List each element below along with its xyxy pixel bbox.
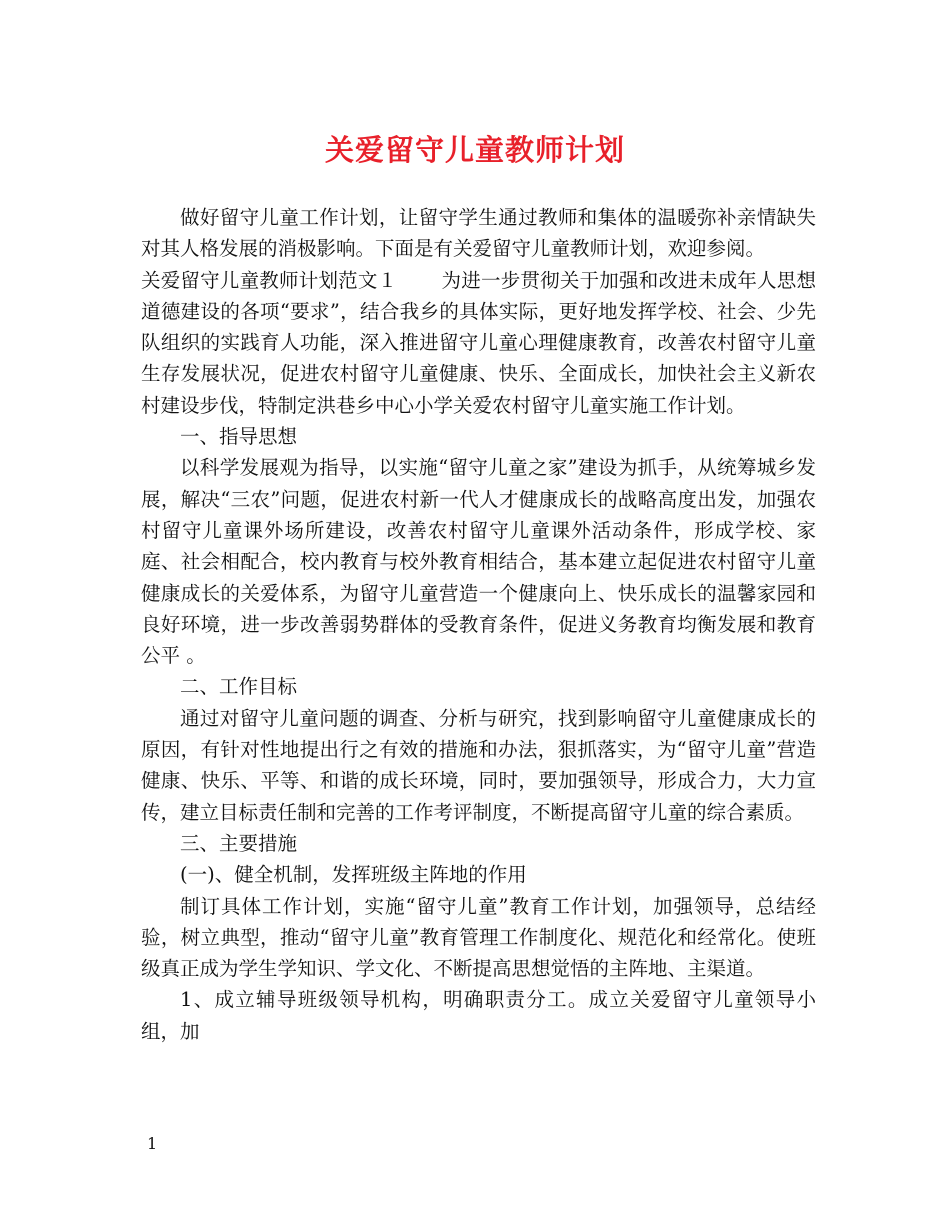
- section2-paragraph: 通过对留守儿童问题的调查、分析与研究，找到影响留守儿童健康成长的原因，有针对性地提出行之有效的措施和办法，狠抓落实，为“留守儿童”营造健康、快乐、平等、和谐的成长环境，同时，要加强领导，形成合力，大力宣传，建立目标责任制和完善的工作考评制度，不断提高留守儿童的综合素质。: [141, 706, 816, 824]
- sub1-heading: (一)、健全机制，发挥班级主阵地的作用: [180, 863, 527, 887]
- item1-paragraph: 1、成立辅导班级领导机构，明确职责分工。成立关爱留守儿童领导小组，加: [141, 988, 816, 1043]
- document-body: [141, 202, 816, 1047]
- section1-heading: 一、指导思想: [180, 425, 298, 449]
- sample-intro: 为进一步贯彻关于加强和改进未成年人思想道德建设的各项“要求”，结合我乡的具体实际，更好地发挥学校、社会、少先队组织的实践育人功能，深入推进留守儿童心理健康教育，改善农村留守儿童生存发展状况，促进农村留守儿童健康、快乐、全面成长，加快社会主义新农村建设步伐，特制定洪巷乡中心小学关爱农村留守儿童实施工作计划。: [141, 268, 816, 417]
- section3-heading: 三、主要措施: [180, 831, 298, 855]
- page-number: 1: [147, 1134, 158, 1153]
- sample-heading: 关爱留守儿童教师计划范文１: [141, 268, 398, 292]
- section1-paragraph: 以科学发展观为指导，以实施“留守儿童之家”建设为抓手，从统筹城乡发展，解决“三农”问题，促进农村新一代人才健康成长的战略高度出发，加强农村留守儿童课外场所建设，改善农村留守儿童课外活动条件，形成学校、家庭、社会相配合，校内教育与校外教育相结合，基本建立起促进农村留守儿童健康成长的关爱体系，为留守儿童营造一个健康向上、快乐成长的温馨家园和良好环境，进一步改善弱势群体的受教育条件，促进义务教育均衡发展和教育公平 。: [141, 456, 816, 668]
- intro-paragraph: 做好留守儿童工作计划，让留守学生通过教师和集体的温暖弥补亲情缺失对其人格发展的消极影响。下面是有关爱留守儿童教师计划，欢迎参阅。: [141, 206, 816, 261]
- sub1-paragraph: 制订具体工作计划，实施“留守儿童”教育工作计划，加强领导，总结经验，树立典型，推动“留守儿童”教育管理工作制度化、规范化和经常化。使班级真正成为学生学知识、学文化、不断提高思想觉悟的主阵地、主渠道。: [141, 894, 816, 981]
- section2-heading: 二、工作目标: [180, 675, 298, 699]
- sample-paragraph: [141, 265, 816, 421]
- document-title: 关爱留守儿童教师计划: [324, 133, 625, 167]
